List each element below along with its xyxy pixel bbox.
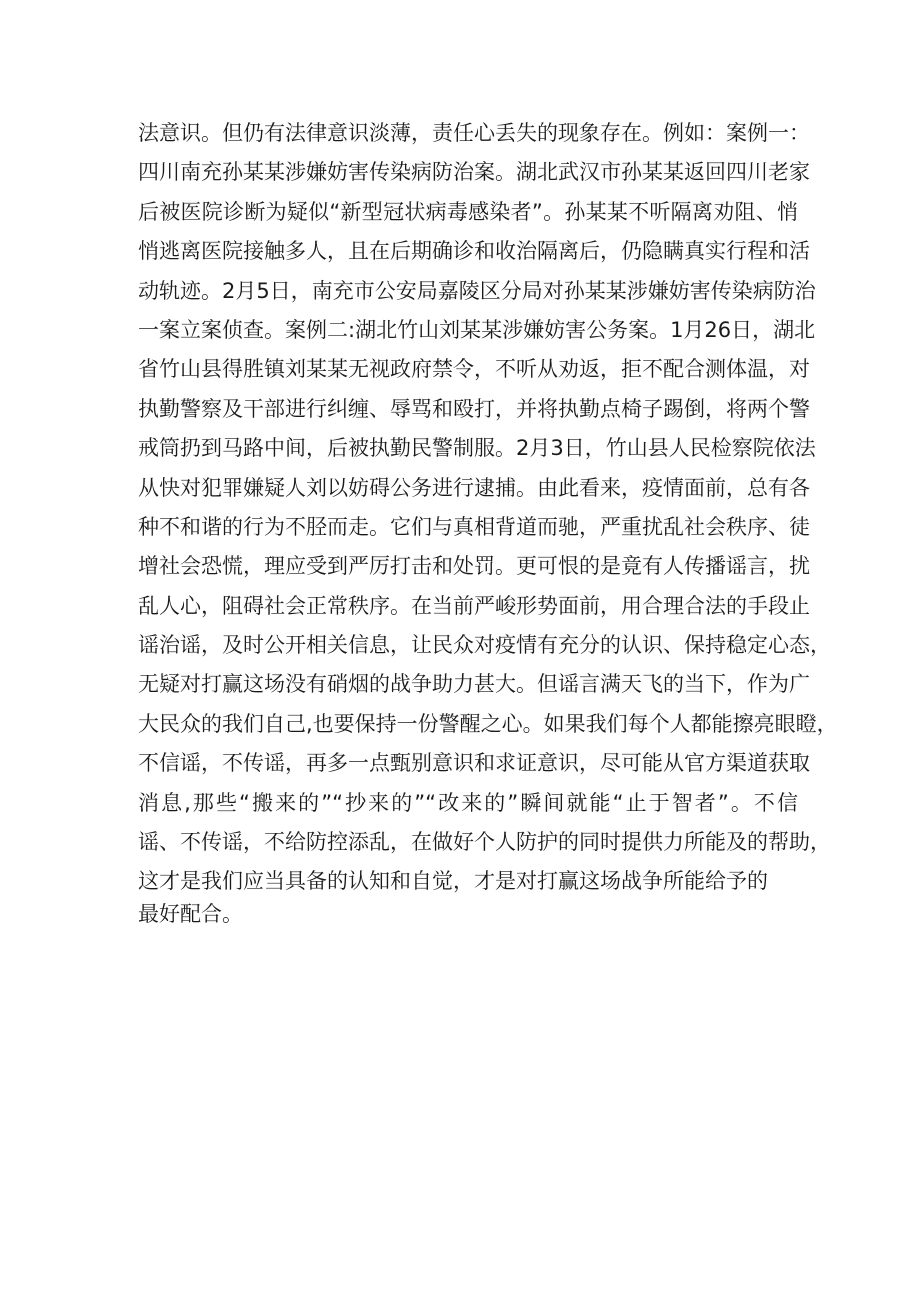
paragraph-line-15: 无疑对打赢这场没有硝烟的战争助力甚大。但谣言满天飞的当下，作为广 (138, 672, 810, 697)
paragraph-line-10: 从快对犯罪嫌疑人刘以妨碍公务进行逮捕。由此看来，疫情面前，总有各 (138, 475, 810, 500)
paragraph-line-11: 种不和谐的行为不胫而走。它们与真相背道而驰，严重扰乱社会秩序、徒 (138, 514, 810, 539)
paragraph-line-13: 乱人心，阻碍社会正常秩序。在当前严峻形势面前，用合理合法的手段止 (138, 593, 810, 618)
paragraph-line-2: 四川南充孙某某涉嫌妨害传染病防治案。湖北武汉市孙某某返回四川老家 (138, 160, 810, 185)
paragraph-line-18: 消息,那些“搬来的”“抄来的”“改来的”瞬间就能“止于智者”。不信 (138, 790, 798, 815)
paragraph-line-6: 一案立案侦查。案例二:湖北竹山刘某某涉嫌妨害公务案。1月26日，湖北 (138, 317, 816, 342)
paragraph-line-14: 谣治谣，及时公开相关信息，让民众对疫情有充分的认识、保持稳定心态， (138, 633, 831, 658)
paragraph-line-20: 这才是我们应当具备的认知和自觉，才是对打赢这场战争所能给予的 (138, 869, 768, 894)
paragraph-line-5: 动轨迹。2月5日，南充市公安局嘉陵区分局对孙某某涉嫌妨害传染病防治 (138, 278, 816, 303)
body-paragraph (138, 114, 838, 926)
paragraph-line-3: 后被医院诊断为疑似“新型冠状病毒感染者”。孙某某不听隔离劝阻、悄 (138, 199, 798, 224)
paragraph-line-12: 增社会恐慌，理应受到严厉打击和处罚。更可恨的是竟有人传播谣言，扰 (138, 554, 810, 579)
paragraph-line-9: 戒筒扔到马路中间，后被执勤民警制服。2月3日，竹山县人民检察院依法 (138, 436, 816, 461)
paragraph-line-21: 最好配合。 (138, 901, 243, 926)
paragraph-line-1: 法意识。但仍有法律意识淡薄，责任心丢失的现象存在。例如：案例一： (138, 121, 810, 145)
paragraph-line-4: 悄逃离医院接触多人，且在后期确诊和收治隔离后，仍隐瞒真实行程和活 (138, 239, 810, 264)
paragraph-line-16: 大民众的我们自己,也要保持一份警醒之心。如果我们每个人都能擦亮眼瞪， (138, 711, 838, 736)
paragraph-line-8: 执勤警察及干部进行纠缠、辱骂和殴打，并将执勤点椅子踢倒，将两个警 (138, 396, 810, 421)
paragraph-line-19: 谣、不传谣，不给防控添乱，在做好个人防护的同时提供力所能及的帮助， (138, 830, 831, 855)
paragraph-line-7: 省竹山县得胜镇刘某某无视政府禁令，不听从劝返，拒不配合测体温，对 (138, 357, 810, 382)
paragraph-line-17: 不信谣，不传谣，再多一点甄别意识和求证意识，尽可能从官方渠道获取 (138, 751, 810, 776)
